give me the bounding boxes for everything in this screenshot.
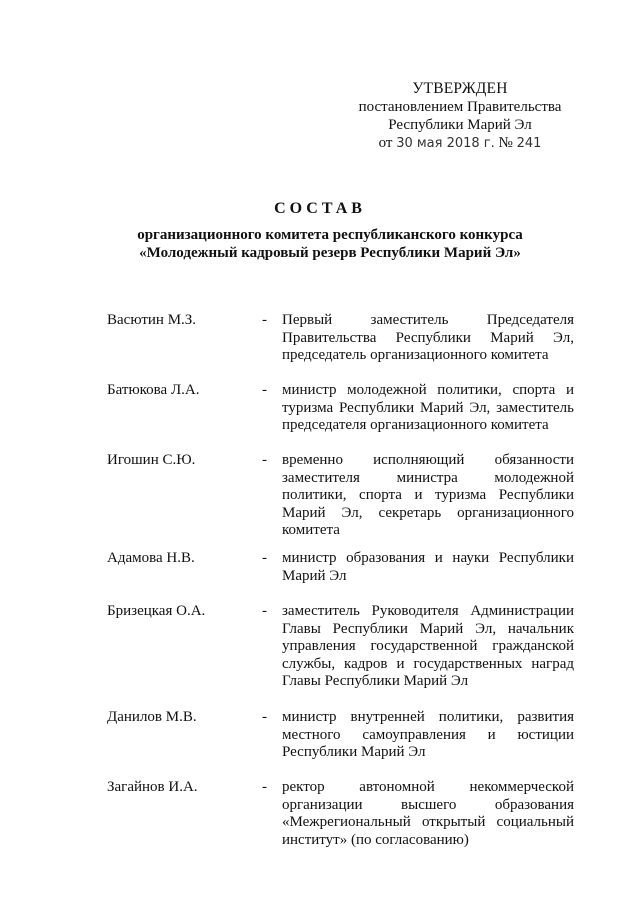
member-name: Загайнов И.А. [107, 779, 198, 795]
member-row [107, 550, 577, 603]
document-title: СОСТАВ [274, 200, 366, 217]
subtitle-line-2: «Молодежный кадровый резерв Республики Марий Эл» [139, 245, 521, 261]
approval-line-2: Республики Марий Эл [388, 117, 532, 133]
member-name: Васютин М.З. [107, 312, 197, 328]
member-row [107, 452, 577, 550]
document-subtitle [110, 226, 550, 262]
member-dash: - [262, 312, 267, 328]
member-role: министр молодежной политики, спорта и туризма Республики Марий Эл, заместитель председателя организационного комитета [282, 382, 574, 433]
member-role: временно исполняющий обязанности заместителя министра молодежной политики, спорта и туризма Республики Марий Эл, секретарь организационного комитета [282, 452, 574, 538]
date-prefix: от [378, 135, 393, 151]
member-dash: - [262, 603, 267, 619]
member-row [107, 603, 577, 709]
member-dash: - [262, 779, 267, 795]
number-prefix: № [498, 135, 513, 151]
subtitle-line-1: организационного комитета республиканского конкурса [137, 227, 523, 243]
member-name: Данилов М.В. [107, 709, 197, 725]
member-role: заместитель Руководителя Администрации Главы Республики Марий Эл, начальник управления государственной гражданской службы, кадров и государственных наград Главы Республики Марий Эл [282, 603, 574, 689]
member-name: Адамова Н.В. [107, 550, 195, 566]
member-role: министр образования и науки Республики Марий Эл [282, 550, 574, 584]
member-row [107, 382, 577, 452]
member-name: Батюкова Л.А. [107, 382, 200, 398]
member-role: Первый заместитель Председателя Правительства Республики Марий Эл, председатель организационного комитета [282, 312, 574, 363]
member-dash: - [262, 452, 267, 468]
member-row [107, 779, 577, 859]
approval-stamp [330, 80, 590, 153]
date-value: 30 мая 2018 г. [396, 136, 495, 151]
member-name: Игошин С.Ю. [107, 452, 196, 468]
member-dash: - [262, 382, 267, 398]
member-role: министр внутренней политики, развития местного самоуправления и юстиции Республики Марий Эл [282, 709, 574, 760]
approval-line-1: постановлением Правительства [358, 99, 562, 115]
member-name: Бризецкая О.А. [107, 603, 206, 619]
approval-heading: УТВЕРЖДЕН [412, 80, 508, 97]
member-dash: - [262, 550, 267, 566]
number-value: 241 [516, 136, 542, 151]
approval-date-line [330, 134, 590, 153]
member-dash: - [262, 709, 267, 725]
member-role: ректор автономной некоммерческой организации высшего образования «Межрегиональный открытый социальный институт» (по согласованию) [282, 779, 574, 848]
member-row [107, 312, 577, 382]
committee-members-list [107, 312, 577, 859]
member-row [107, 709, 577, 779]
